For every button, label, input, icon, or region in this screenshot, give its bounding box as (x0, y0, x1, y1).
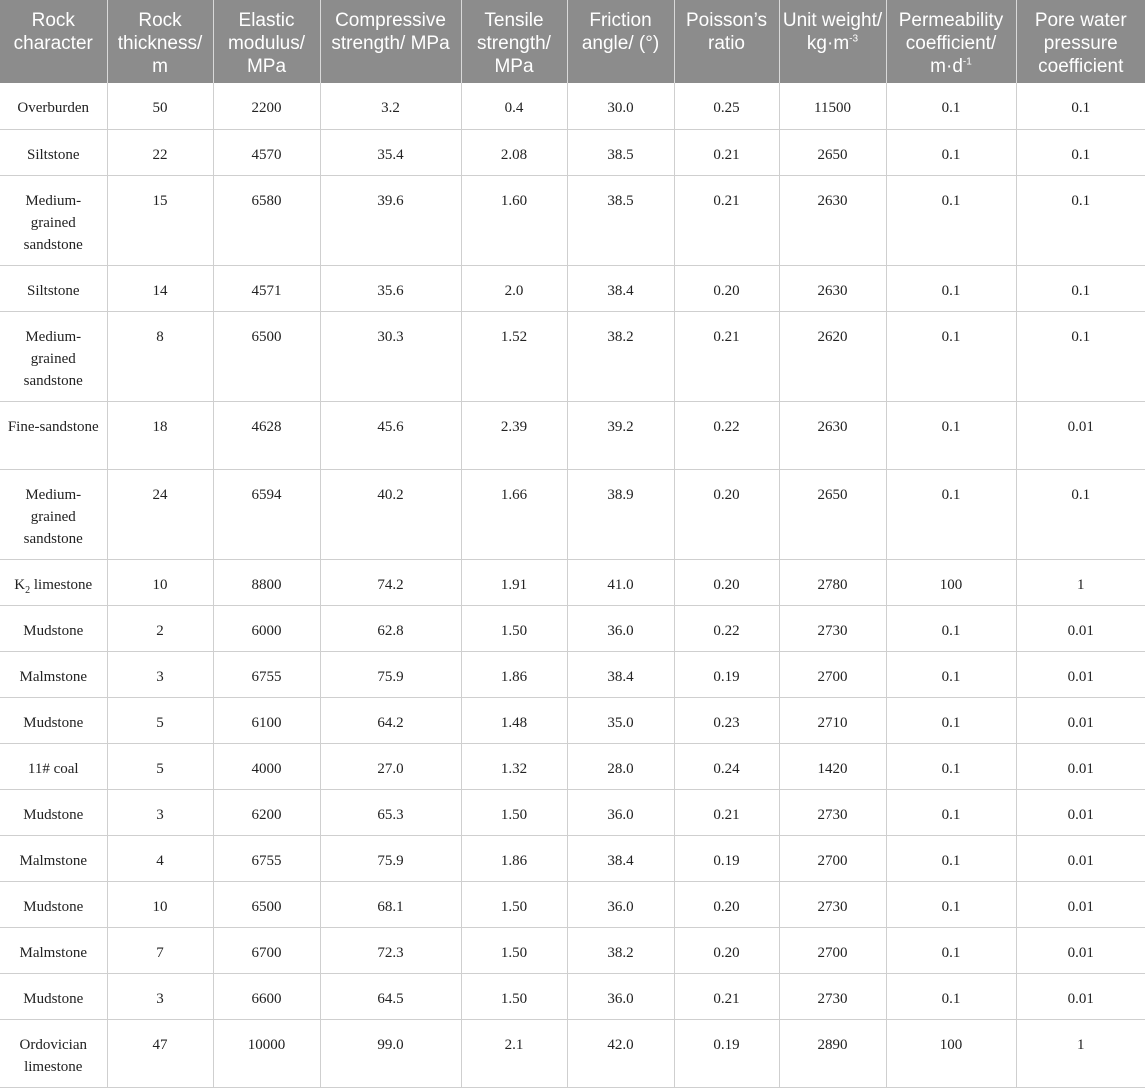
cell-compressive-strength: 65.3 (320, 789, 461, 835)
cell-pore-pressure: 0.01 (1016, 973, 1145, 1019)
cell-elastic-modulus: 6100 (213, 697, 320, 743)
cell-compressive-strength: 30.3 (320, 311, 461, 401)
header-permeability-coefficient: Permeability coefficient/ $m\cdot d^{-1}$ (886, 0, 1016, 83)
cell-rock-character: Mudstone (0, 881, 107, 927)
cell-tensile-strength: 1.86 (461, 835, 567, 881)
cell-tensile-strength: 1.66 (461, 469, 567, 559)
cell-compressive-strength: 62.8 (320, 605, 461, 651)
cell-compressive-strength: 64.5 (320, 973, 461, 1019)
cell-pore-pressure: 1 (1016, 1019, 1145, 1087)
cell-compressive-strength: 75.9 (320, 835, 461, 881)
header-rock-thickness: Rock thickness/ m (107, 0, 213, 83)
cell-elastic-modulus: 6594 (213, 469, 320, 559)
cell-pore-pressure: 0.1 (1016, 265, 1145, 311)
table-row (0, 83, 1145, 129)
cell-poissons-ratio: 0.20 (674, 559, 779, 605)
cell-thickness: 50 (107, 83, 213, 129)
header-tensile-strength: Tensile strength/ MPa (461, 0, 567, 83)
cell-rock-character: Malmstone (0, 651, 107, 697)
header-row (0, 0, 1145, 83)
cell-thickness: 24 (107, 469, 213, 559)
cell-elastic-modulus: 6500 (213, 881, 320, 927)
cell-pore-pressure: 0.01 (1016, 789, 1145, 835)
header-elastic-modulus: Elastic modulus/ MPa (213, 0, 320, 83)
cell-pore-pressure: 0.1 (1016, 83, 1145, 129)
cell-elastic-modulus: 10000 (213, 1019, 320, 1087)
cell-rock-character: Medium-grained sandstone (0, 175, 107, 265)
cell-friction-angle: 42.0 (567, 1019, 674, 1087)
cell-poissons-ratio: 0.19 (674, 651, 779, 697)
cell-thickness: 3 (107, 973, 213, 1019)
table-header (0, 0, 1145, 83)
cell-poissons-ratio: 0.25 (674, 83, 779, 129)
cell-poissons-ratio: 0.21 (674, 311, 779, 401)
table-body (0, 83, 1145, 1087)
cell-thickness: 2 (107, 605, 213, 651)
cell-poissons-ratio: 0.24 (674, 743, 779, 789)
cell-permeability: 0.1 (886, 605, 1016, 651)
table-row (0, 743, 1145, 789)
cell-elastic-modulus: 4571 (213, 265, 320, 311)
cell-elastic-modulus: 4570 (213, 129, 320, 175)
cell-pore-pressure: 0.01 (1016, 401, 1145, 469)
cell-friction-angle: 36.0 (567, 605, 674, 651)
cell-thickness: 10 (107, 559, 213, 605)
cell-compressive-strength: 45.6 (320, 401, 461, 469)
cell-permeability: 0.1 (886, 175, 1016, 265)
cell-compressive-strength: 35.6 (320, 265, 461, 311)
table-row (0, 835, 1145, 881)
cell-friction-angle: 38.4 (567, 651, 674, 697)
cell-tensile-strength: 1.52 (461, 311, 567, 401)
cell-pore-pressure: 0.1 (1016, 469, 1145, 559)
cell-thickness: 5 (107, 697, 213, 743)
cell-unit-weight: 2730 (779, 881, 886, 927)
cell-poissons-ratio: 0.22 (674, 605, 779, 651)
cell-compressive-strength: 27.0 (320, 743, 461, 789)
cell-compressive-strength: 3.2 (320, 83, 461, 129)
cell-tensile-strength: 1.50 (461, 605, 567, 651)
cell-permeability: 100 (886, 559, 1016, 605)
cell-elastic-modulus: 8800 (213, 559, 320, 605)
table-row (0, 973, 1145, 1019)
cell-friction-angle: 35.0 (567, 697, 674, 743)
cell-unit-weight: 2730 (779, 789, 886, 835)
cell-elastic-modulus: 4000 (213, 743, 320, 789)
cell-unit-weight: 2620 (779, 311, 886, 401)
cell-elastic-modulus: 6200 (213, 789, 320, 835)
cell-unit-weight: 2780 (779, 559, 886, 605)
cell-pore-pressure: 0.01 (1016, 835, 1145, 881)
table-row (0, 311, 1145, 401)
cell-compressive-strength: 64.2 (320, 697, 461, 743)
header-unit-weight: Unit weight/ $kg\cdot m^{-3}$ (779, 0, 886, 83)
cell-elastic-modulus: 6000 (213, 605, 320, 651)
cell-unit-weight: 2650 (779, 469, 886, 559)
cell-unit-weight: 11500 (779, 83, 886, 129)
cell-elastic-modulus: 4628 (213, 401, 320, 469)
cell-elastic-modulus: 6755 (213, 651, 320, 697)
cell-tensile-strength: 1.48 (461, 697, 567, 743)
cell-tensile-strength: 1.50 (461, 789, 567, 835)
cell-rock-character: Overburden (0, 83, 107, 129)
cell-thickness: 18 (107, 401, 213, 469)
cell-pore-pressure: 0.01 (1016, 651, 1145, 697)
table-row (0, 605, 1145, 651)
table-row (0, 881, 1145, 927)
cell-permeability: 0.1 (886, 129, 1016, 175)
cell-friction-angle: 36.0 (567, 789, 674, 835)
table-row (0, 265, 1145, 311)
table-row (0, 129, 1145, 175)
cell-tensile-strength: 2.1 (461, 1019, 567, 1087)
cell-thickness: 47 (107, 1019, 213, 1087)
cell-thickness: 4 (107, 835, 213, 881)
cell-poissons-ratio: 0.20 (674, 881, 779, 927)
cell-rock-character: Mudstone (0, 973, 107, 1019)
cell-friction-angle: 38.2 (567, 927, 674, 973)
cell-rock-character: Medium-grained sandstone (0, 311, 107, 401)
cell-compressive-strength: 75.9 (320, 651, 461, 697)
header-pore-water-pressure-coefficient: Pore water pressure coefficient (1016, 0, 1145, 83)
cell-unit-weight: 2630 (779, 175, 886, 265)
cell-tensile-strength: 1.50 (461, 973, 567, 1019)
table-row (0, 469, 1145, 559)
header-compressive-strength: Compressive strength/ MPa (320, 0, 461, 83)
cell-poissons-ratio: 0.20 (674, 927, 779, 973)
cell-thickness: 10 (107, 881, 213, 927)
cell-unit-weight: 2700 (779, 927, 886, 973)
cell-permeability: 0.1 (886, 469, 1016, 559)
cell-friction-angle: 38.9 (567, 469, 674, 559)
cell-poissons-ratio: 0.21 (674, 789, 779, 835)
cell-compressive-strength: 39.6 (320, 175, 461, 265)
cell-friction-angle: 28.0 (567, 743, 674, 789)
cell-permeability: 0.1 (886, 697, 1016, 743)
cell-thickness: 15 (107, 175, 213, 265)
cell-unit-weight: 2710 (779, 697, 886, 743)
cell-tensile-strength: 1.86 (461, 651, 567, 697)
cell-thickness: 22 (107, 129, 213, 175)
cell-unit-weight: 2700 (779, 651, 886, 697)
cell-pore-pressure: 0.01 (1016, 881, 1145, 927)
cell-permeability: 0.1 (886, 927, 1016, 973)
cell-pore-pressure: 0.1 (1016, 311, 1145, 401)
cell-rock-character: Malmstone (0, 927, 107, 973)
cell-thickness: 5 (107, 743, 213, 789)
cell-thickness: 14 (107, 265, 213, 311)
cell-tensile-strength: 2.08 (461, 129, 567, 175)
cell-elastic-modulus: 2200 (213, 83, 320, 129)
cell-poissons-ratio: 0.19 (674, 835, 779, 881)
header-rock-character: Rock character (0, 0, 107, 83)
cell-pore-pressure: 0.1 (1016, 175, 1145, 265)
cell-friction-angle: 36.0 (567, 881, 674, 927)
cell-poissons-ratio: 0.21 (674, 175, 779, 265)
cell-compressive-strength: 68.1 (320, 881, 461, 927)
table-row (0, 927, 1145, 973)
cell-thickness: 3 (107, 651, 213, 697)
cell-thickness: 3 (107, 789, 213, 835)
cell-permeability: 0.1 (886, 973, 1016, 1019)
cell-unit-weight: 2630 (779, 265, 886, 311)
cell-pore-pressure: 0.01 (1016, 605, 1145, 651)
cell-thickness: 7 (107, 927, 213, 973)
cell-rock-character: $K_2$ limestone (0, 559, 107, 605)
cell-compressive-strength: 35.4 (320, 129, 461, 175)
cell-unit-weight: 2630 (779, 401, 886, 469)
header-poissons-ratio: Poisson’s ratio (674, 0, 779, 83)
cell-unit-weight: 2730 (779, 973, 886, 1019)
cell-friction-angle: 38.4 (567, 265, 674, 311)
table-row (0, 175, 1145, 265)
table-row (0, 559, 1145, 605)
cell-elastic-modulus: 6755 (213, 835, 320, 881)
cell-permeability: 0.1 (886, 311, 1016, 401)
cell-friction-angle: 38.2 (567, 311, 674, 401)
cell-permeability: 0.1 (886, 651, 1016, 697)
cell-permeability: 0.1 (886, 401, 1016, 469)
cell-rock-character: 11# coal (0, 743, 107, 789)
cell-unit-weight: 2890 (779, 1019, 886, 1087)
cell-compressive-strength: 74.2 (320, 559, 461, 605)
cell-friction-angle: 41.0 (567, 559, 674, 605)
cell-tensile-strength: 1.50 (461, 927, 567, 973)
cell-elastic-modulus: 6500 (213, 311, 320, 401)
table-row (0, 651, 1145, 697)
cell-pore-pressure: 0.01 (1016, 697, 1145, 743)
cell-poissons-ratio: 0.21 (674, 973, 779, 1019)
cell-unit-weight: 2650 (779, 129, 886, 175)
cell-rock-character: Siltstone (0, 129, 107, 175)
cell-rock-character: Malmstone (0, 835, 107, 881)
cell-poissons-ratio: 0.19 (674, 1019, 779, 1087)
cell-friction-angle: 38.5 (567, 129, 674, 175)
cell-poissons-ratio: 0.23 (674, 697, 779, 743)
cell-rock-character: Ordovician limestone (0, 1019, 107, 1087)
cell-permeability: 100 (886, 1019, 1016, 1087)
cell-permeability: 0.1 (886, 265, 1016, 311)
cell-friction-angle: 39.2 (567, 401, 674, 469)
cell-tensile-strength: 2.0 (461, 265, 567, 311)
cell-pore-pressure: 0.1 (1016, 129, 1145, 175)
cell-tensile-strength: 1.32 (461, 743, 567, 789)
cell-tensile-strength: 2.39 (461, 401, 567, 469)
cell-poissons-ratio: 0.21 (674, 129, 779, 175)
cell-tensile-strength: 0.4 (461, 83, 567, 129)
cell-elastic-modulus: 6600 (213, 973, 320, 1019)
cell-unit-weight: 2700 (779, 835, 886, 881)
cell-unit-weight: 1420 (779, 743, 886, 789)
table-row (0, 697, 1145, 743)
cell-permeability: 0.1 (886, 789, 1016, 835)
table-row (0, 401, 1145, 469)
cell-pore-pressure: 0.01 (1016, 927, 1145, 973)
cell-poissons-ratio: 0.20 (674, 265, 779, 311)
cell-friction-angle: 38.4 (567, 835, 674, 881)
header-friction-angle: Friction angle/ (°) (567, 0, 674, 83)
cell-permeability: 0.1 (886, 835, 1016, 881)
cell-permeability: 0.1 (886, 743, 1016, 789)
cell-pore-pressure: 1 (1016, 559, 1145, 605)
cell-compressive-strength: 72.3 (320, 927, 461, 973)
cell-tensile-strength: 1.60 (461, 175, 567, 265)
cell-poissons-ratio: 0.22 (674, 401, 779, 469)
cell-elastic-modulus: 6580 (213, 175, 320, 265)
cell-rock-character: Medium-grained sandstone (0, 469, 107, 559)
cell-tensile-strength: 1.50 (461, 881, 567, 927)
cell-friction-angle: 30.0 (567, 83, 674, 129)
cell-compressive-strength: 40.2 (320, 469, 461, 559)
cell-friction-angle: 36.0 (567, 973, 674, 1019)
cell-compressive-strength: 99.0 (320, 1019, 461, 1087)
cell-rock-character: Mudstone (0, 789, 107, 835)
cell-rock-character: Mudstone (0, 605, 107, 651)
cell-friction-angle: 38.5 (567, 175, 674, 265)
cell-elastic-modulus: 6700 (213, 927, 320, 973)
cell-rock-character: Siltstone (0, 265, 107, 311)
cell-permeability: 0.1 (886, 83, 1016, 129)
cell-tensile-strength: 1.91 (461, 559, 567, 605)
cell-rock-character: Mudstone (0, 697, 107, 743)
cell-unit-weight: 2730 (779, 605, 886, 651)
cell-poissons-ratio: 0.20 (674, 469, 779, 559)
cell-pore-pressure: 0.01 (1016, 743, 1145, 789)
table-row (0, 1019, 1145, 1087)
table-row (0, 789, 1145, 835)
cell-rock-character: Fine-sandstone (0, 401, 107, 469)
cell-permeability: 0.1 (886, 881, 1016, 927)
cell-thickness: 8 (107, 311, 213, 401)
